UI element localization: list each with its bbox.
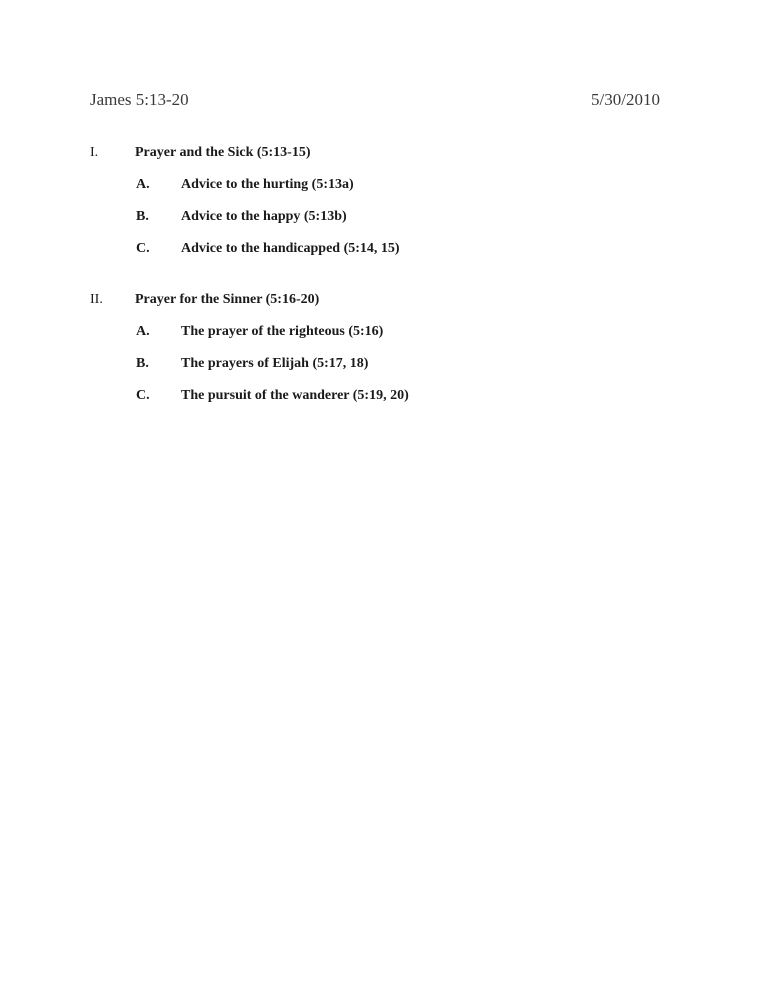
point-text: The prayers of Elijah (5:17, 18) xyxy=(181,356,369,371)
point-letter: B. xyxy=(136,356,149,371)
outline-point xyxy=(90,387,690,419)
outline-point xyxy=(90,323,690,355)
roman-numeral: II. xyxy=(90,292,103,307)
point-letter: C. xyxy=(136,388,150,403)
point-text: The pursuit of the wanderer (5:19, 20) xyxy=(181,388,409,403)
point-text: Advice to the happy (5:13b) xyxy=(181,209,347,224)
sermon-outline xyxy=(90,144,690,438)
point-letter: A. xyxy=(136,177,150,192)
document-date: 5/30/2010 xyxy=(591,90,660,109)
point-letter: C. xyxy=(136,241,150,256)
point-text: The prayer of the righteous (5:16) xyxy=(181,324,384,339)
document-header xyxy=(90,90,660,112)
outline-heading xyxy=(90,144,690,176)
outline-point xyxy=(90,208,690,240)
point-text: Advice to the handicapped (5:14, 15) xyxy=(181,241,400,256)
point-letter: B. xyxy=(136,209,149,224)
outline-point xyxy=(90,240,690,272)
outline-heading xyxy=(90,291,690,323)
outline-point xyxy=(90,355,690,387)
outline-point xyxy=(90,176,690,208)
outline-section-1 xyxy=(90,144,690,272)
outline-section-2 xyxy=(90,291,690,419)
section-title: Prayer and the Sick (5:13-15) xyxy=(135,145,311,160)
scripture-reference: James 5:13-20 xyxy=(90,90,189,109)
point-text: Advice to the hurting (5:13a) xyxy=(181,177,354,192)
point-letter: A. xyxy=(136,324,150,339)
section-title: Prayer for the Sinner (5:16-20) xyxy=(135,292,320,307)
roman-numeral: I. xyxy=(90,145,99,160)
